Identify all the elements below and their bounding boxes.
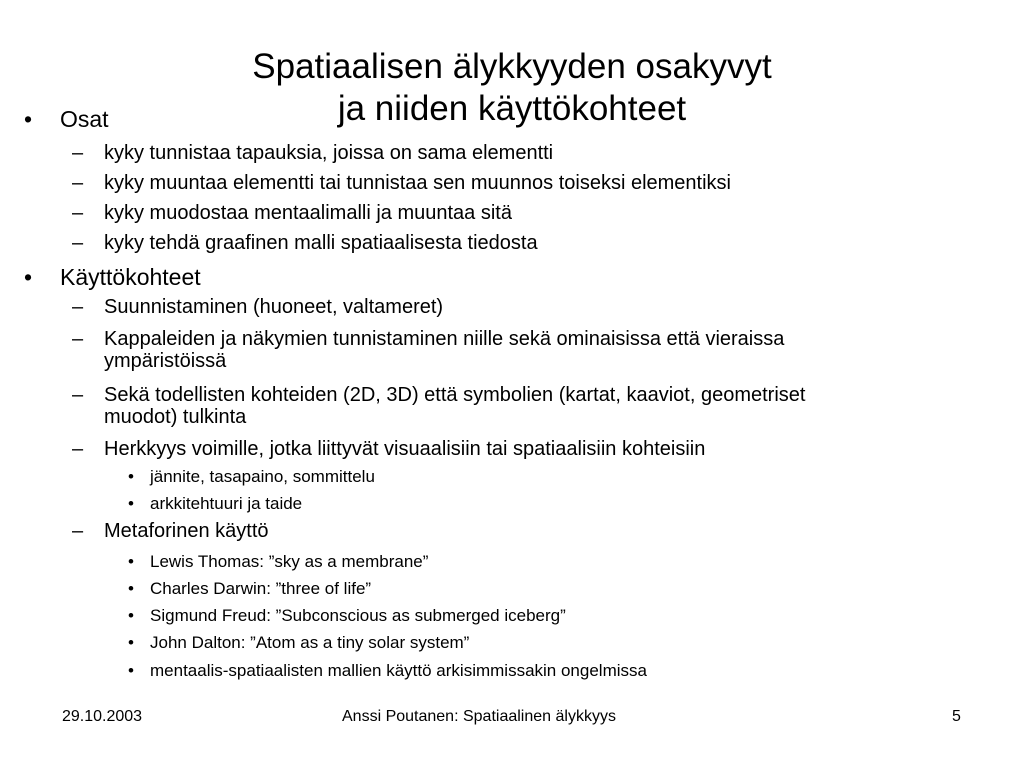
footer-page-number: 5 bbox=[952, 708, 961, 725]
sub-list-item: Charles Darwin: ”three of life” bbox=[150, 579, 372, 598]
slide-title bbox=[0, 46, 1024, 130]
list-item: Metaforinen käyttö bbox=[104, 520, 269, 542]
list-item-continuation: ympäristöissä bbox=[104, 350, 227, 372]
title-line-1: Spatiaalisen älykkyyden osakyvyt bbox=[252, 47, 772, 86]
dash-icon: – bbox=[72, 296, 84, 318]
sub-list-item: arkkitehtuuri ja taide bbox=[150, 494, 303, 513]
sub-list-item: jännite, tasapaino, sommittelu bbox=[150, 467, 375, 486]
bullet-icon: • bbox=[128, 661, 134, 680]
list-item: kyky muuntaa elementti tai tunnistaa sen muunnos toiseksi elementiksi bbox=[104, 172, 731, 194]
list-item: Suunnistaminen (huoneet, valtameret) bbox=[104, 296, 444, 318]
bullet-icon: • bbox=[128, 552, 134, 571]
dash-icon: – bbox=[72, 232, 84, 254]
title-line-2: ja niiden käyttökohteet bbox=[337, 89, 687, 128]
dash-icon: – bbox=[72, 202, 84, 224]
sub-list-item: mentaalis-spatiaalisten mallien käyttö arkisimmissakin ongelmissa bbox=[150, 661, 647, 680]
sub-list-item: Sigmund Freud: ”Subconscious as submerged iceberg” bbox=[150, 606, 566, 625]
bullet-icon: • bbox=[128, 579, 134, 598]
bullet-icon: • bbox=[128, 494, 134, 513]
section-label-kayttokohteet: Käyttökohteet bbox=[60, 264, 201, 290]
footer-author: Anssi Poutanen: Spatiaalinen älykkyys bbox=[342, 708, 616, 725]
list-item: kyky tehdä graafinen malli spatiaalisesta tiedosta bbox=[104, 232, 538, 254]
bullet-icon: • bbox=[128, 633, 134, 652]
dash-icon: – bbox=[72, 520, 84, 542]
list-item: kyky tunnistaa tapauksia, joissa on sama elementti bbox=[104, 142, 554, 164]
bullet-icon: • bbox=[24, 106, 33, 132]
list-item: Sekä todellisten kohteiden (2D, 3D) että symbolien (kartat, kaaviot, geometriset bbox=[104, 384, 806, 406]
sub-list-item: Lewis Thomas: ”sky as a membrane” bbox=[150, 552, 429, 571]
dash-icon: – bbox=[72, 438, 84, 460]
bullet-icon: • bbox=[128, 606, 134, 625]
list-item: Herkkyys voimille, jotka liittyvät visuaalisiin tai spatiaalisiin kohteisiin bbox=[104, 438, 706, 460]
dash-icon: – bbox=[72, 328, 84, 350]
dash-icon: – bbox=[72, 142, 84, 164]
list-item-continuation: muodot) tulkinta bbox=[104, 406, 247, 428]
section-label-osat: Osat bbox=[60, 106, 109, 132]
sub-list-item: John Dalton: ”Atom as a tiny solar system” bbox=[150, 633, 470, 652]
dash-icon: – bbox=[72, 172, 84, 194]
list-item: kyky muodostaa mentaalimalli ja muuntaa sitä bbox=[104, 202, 512, 224]
bullet-icon: • bbox=[128, 467, 134, 486]
bullet-icon: • bbox=[24, 264, 33, 290]
dash-icon: – bbox=[72, 384, 84, 406]
footer-date: 29.10.2003 bbox=[62, 708, 143, 725]
list-item: Kappaleiden ja näkymien tunnistaminen niille sekä ominaisissa että vieraissa bbox=[104, 328, 785, 350]
